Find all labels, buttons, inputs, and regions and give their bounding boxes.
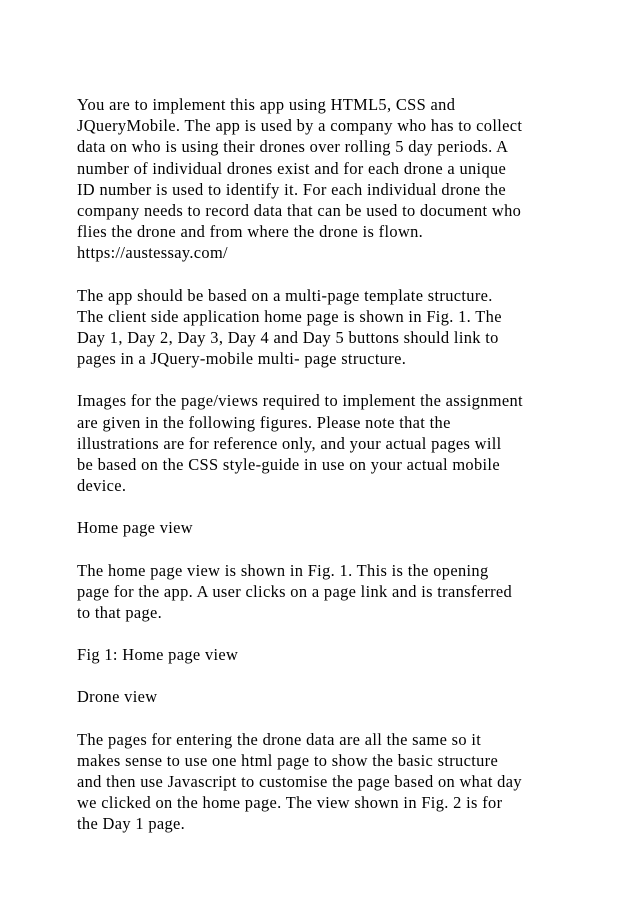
heading-home-page-view	[77, 517, 597, 538]
url-text: https://austessay.com/	[77, 243, 228, 263]
text-line: device.	[77, 476, 127, 496]
document-body	[77, 94, 597, 856]
text-line: number of individual drones exist and for each drone a unique	[77, 158, 507, 178]
text-line: The home page view is shown in Fig. 1. This is the opening	[77, 560, 489, 580]
caption-text: Fig 1: Home page view	[77, 645, 239, 665]
heading-drone-view	[77, 686, 597, 707]
paragraph-home-page	[77, 560, 597, 624]
figure-caption-1	[77, 644, 597, 665]
paragraph-template-structure	[77, 285, 597, 370]
text-line: pages in a JQuery-mobile multi- page structure.	[77, 349, 407, 369]
text-line: and then use Javascript to customise the page based on what day	[77, 772, 522, 792]
paragraph-drone-pages	[77, 729, 597, 835]
text-line: The app should be based on a multi-page template structure.	[77, 285, 493, 305]
text-line: JQueryMobile. The app is used by a company who has to collect	[77, 116, 523, 136]
text-line: to that page.	[77, 603, 163, 623]
text-line: The pages for entering the drone data are all the same so it	[77, 729, 482, 749]
text-line: page for the app. A user clicks on a page link and is transferred	[77, 581, 513, 601]
text-line: data on who is using their drones over rolling 5 day periods. A	[77, 137, 509, 157]
text-line: Images for the page/views required to implement the assignment	[77, 391, 523, 411]
text-line: are given in the following figures. Please note that the	[77, 412, 451, 432]
text-line: You are to implement this app using HTML5, CSS and	[77, 95, 456, 114]
text-line: flies the drone and from where the drone is flown.	[77, 222, 424, 242]
section-heading: Home page view	[77, 518, 193, 538]
text-line: Day 1, Day 2, Day 3, Day 4 and Day 5 buttons should link to	[77, 328, 499, 348]
text-line: The client side application home page is shown in Fig. 1. The	[77, 306, 502, 326]
text-line: company needs to record data that can be used to document who	[77, 201, 522, 221]
paragraph-images	[77, 390, 597, 496]
paragraph-intro	[77, 94, 597, 264]
text-line: makes sense to use one html page to show the basic structure	[77, 750, 499, 770]
text-line: the Day 1 page.	[77, 814, 186, 834]
text-line: ID number is used to identify it. For each individual drone the	[77, 179, 506, 199]
text-line: we clicked on the home page. The view shown in Fig. 2 is for	[77, 793, 503, 813]
text-line: illustrations are for reference only, and your actual pages will	[77, 433, 502, 453]
section-heading: Drone view	[77, 687, 158, 707]
text-line: be based on the CSS style-guide in use on your actual mobile	[77, 455, 500, 475]
